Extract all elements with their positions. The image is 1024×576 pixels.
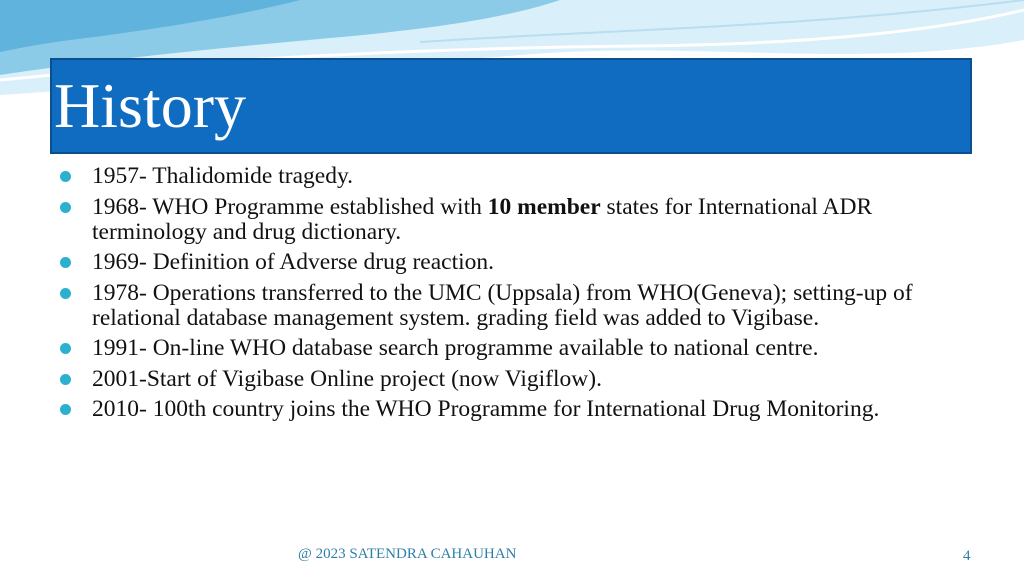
bullet-text: 2010- 100th country joins the WHO Programme for International Drug Monitoring.	[92, 396, 880, 422]
bullet-item	[60, 281, 960, 331]
bullet-item	[60, 367, 960, 392]
bullet-dot-icon	[60, 202, 71, 213]
bullet-dot-icon	[60, 374, 71, 385]
bullet-text-after: states for International ADR terminology and drug dictionary.	[92, 193, 873, 245]
bullet-dot-icon	[60, 171, 71, 182]
bullet-item	[60, 195, 960, 245]
bullet-dot-icon	[60, 343, 71, 354]
bullet-item	[60, 164, 960, 189]
bullet-dot-icon	[60, 288, 71, 299]
slide-title: History	[54, 70, 246, 141]
bullet-dot-icon	[60, 404, 71, 415]
title-bar	[50, 58, 972, 154]
bullet-text-bold: 10 member	[487, 193, 601, 220]
footer-copyright: @ 2023 SATENDRA CAHAUHAN	[298, 546, 517, 562]
bullet-text: 1957- Thalidomide tragedy.	[92, 163, 354, 189]
bullet-text-before: 1968- WHO Programme established with	[92, 193, 488, 220]
bullet-text: 1991- On-line WHO database search programme available to national centre.	[92, 335, 819, 361]
bullet-text: 2001-Start of Vigibase Online project (now Vigiflow).	[92, 365, 602, 392]
bullet-text: 1978- Operations transferred to the UMC (Uppsala) from WHO(Geneva); setting-up of relational database management system. grading field was added to Vigibase.	[92, 279, 913, 331]
bullet-item	[60, 250, 960, 275]
bullet-item	[60, 336, 960, 361]
page-number: 4	[963, 548, 971, 564]
bullet-list	[60, 164, 960, 428]
bullet-text: 1969- Definition of Adverse drug reaction.	[92, 249, 495, 275]
bullet-item	[60, 397, 960, 422]
bullet-dot-icon	[60, 257, 71, 268]
